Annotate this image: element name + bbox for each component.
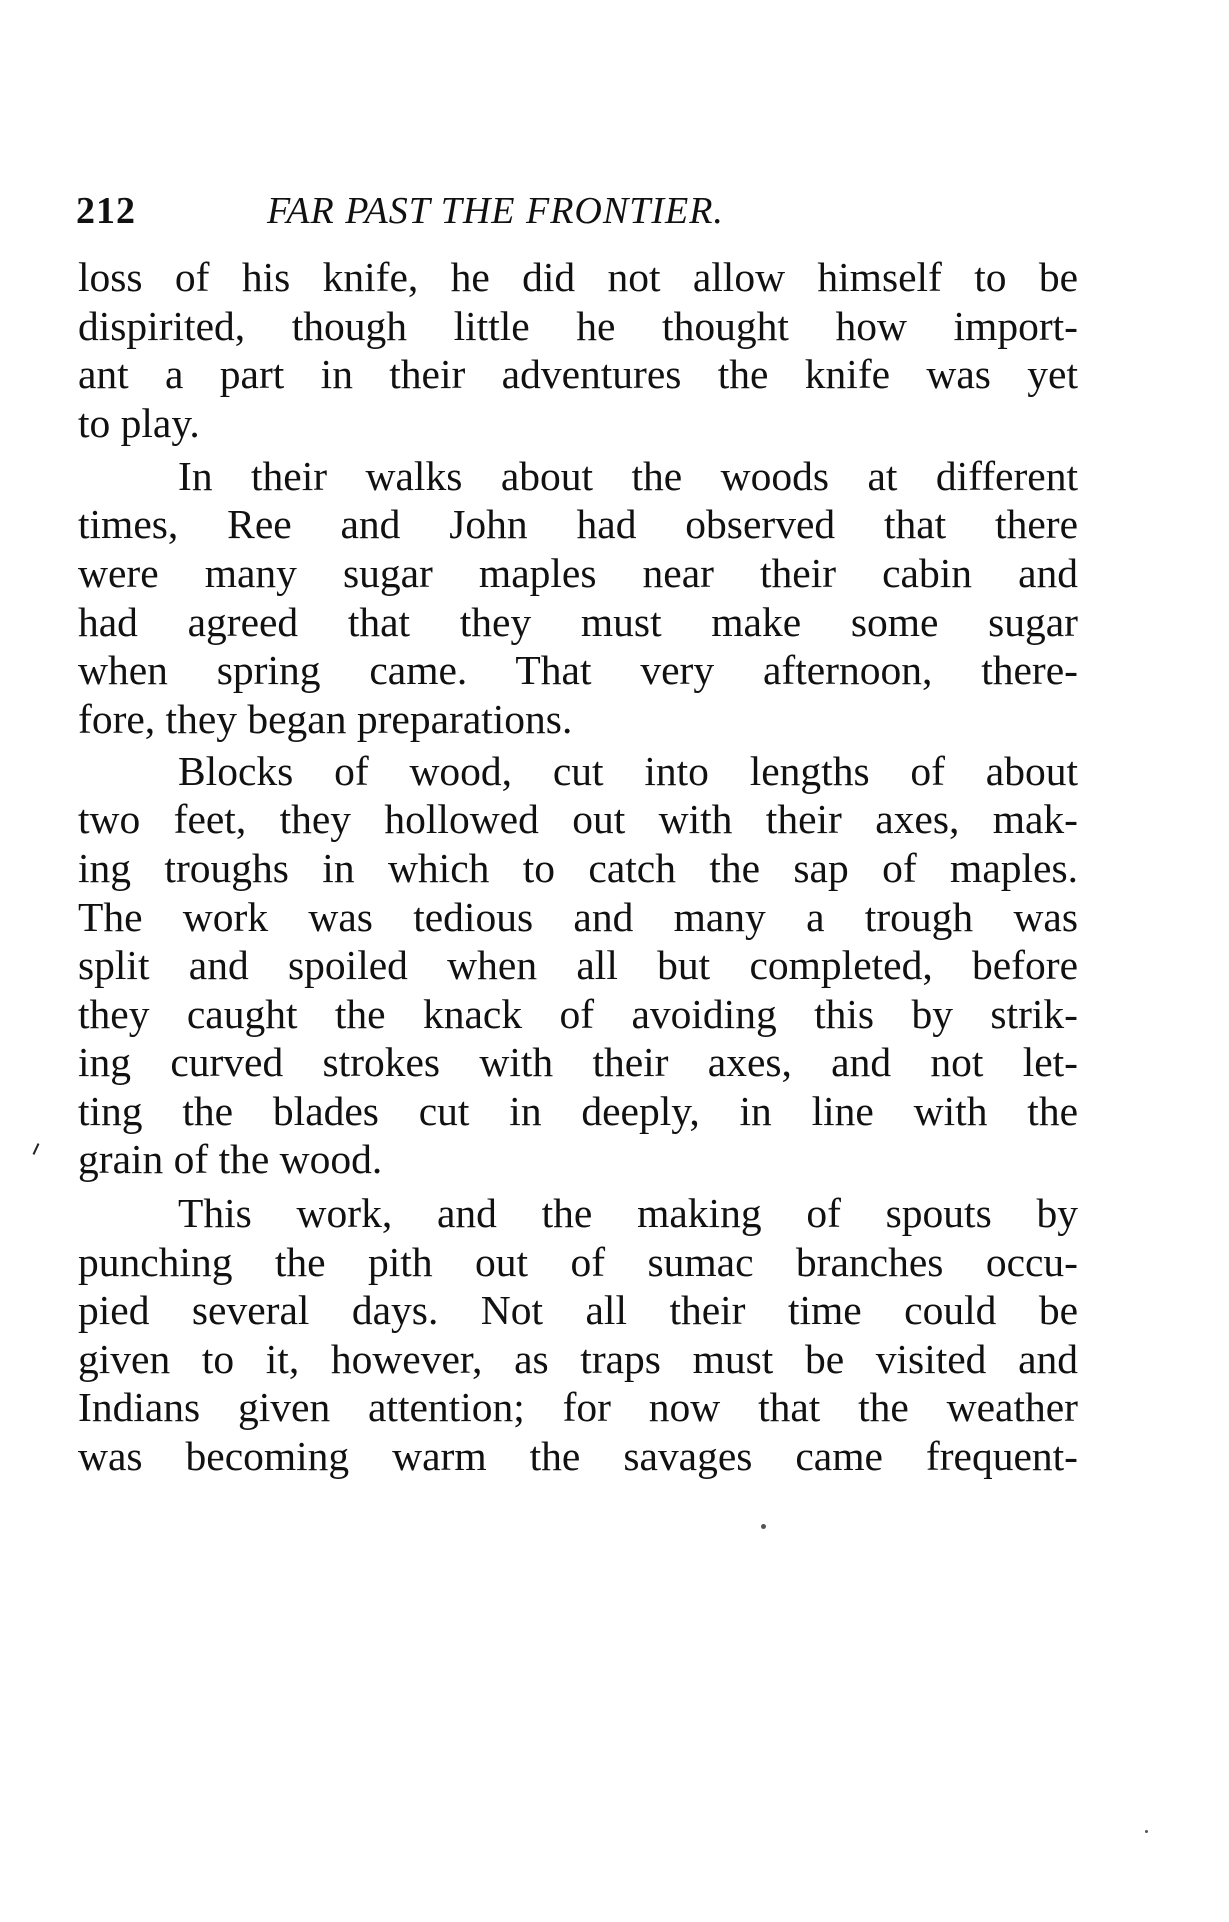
text-line: The work was tedious and many a trough was — [78, 894, 1078, 940]
text-line: split and spoiled when all but completed, before — [78, 942, 1078, 988]
page-number: 212 — [76, 190, 136, 232]
text-line: when spring came. That very afternoon, there- — [78, 647, 1078, 693]
text-line: grain of the wood. — [78, 1136, 383, 1182]
running-title: FAR PAST THE FRONTIER. — [267, 190, 724, 232]
text-line: dispirited, though little he thought how import- — [78, 303, 1078, 349]
text-line: to play. — [78, 400, 200, 446]
text-line: was becoming warm the savages came frequent- — [78, 1433, 1078, 1479]
running-head — [76, 184, 1076, 238]
text-line: they caught the knack of avoiding this by strik- — [78, 991, 1078, 1037]
text-line: punching the pith out of sumac branches occu- — [78, 1239, 1078, 1285]
text-line: ing troughs in which to catch the sap of maples. — [78, 845, 1078, 891]
scan-mark — [33, 1143, 40, 1155]
text-line: times, Ree and John had observed that there — [78, 501, 1078, 547]
text-line: two feet, they hollowed out with their axes, mak- — [78, 796, 1078, 842]
text-line: ing curved strokes with their axes, and not let- — [78, 1039, 1078, 1085]
scan-speck — [761, 1524, 766, 1529]
text-line: fore, they began preparations. — [78, 696, 573, 742]
text-line: Indians given attention; for now that the weather — [78, 1384, 1078, 1430]
text-line: pied several days. Not all their time could be — [78, 1287, 1078, 1333]
text-line: ant a part in their adventures the knife was yet — [78, 351, 1078, 397]
text-line: had agreed that they must make some sugar — [78, 599, 1078, 645]
text-line: given to it, however, as traps must be visited and — [78, 1336, 1078, 1382]
text-line: In their walks about the woods at different — [178, 453, 1078, 499]
text-line: ting the blades cut in deeply, in line with the — [78, 1088, 1078, 1134]
text-line: loss of his knife, he did not allow himself to be — [78, 254, 1078, 300]
text-line: Blocks of wood, cut into lengths of about — [178, 748, 1078, 794]
text-line: were many sugar maples near their cabin and — [78, 550, 1078, 596]
text-line: This work, and the making of spouts by — [178, 1190, 1078, 1236]
scan-speck — [1145, 1830, 1148, 1833]
